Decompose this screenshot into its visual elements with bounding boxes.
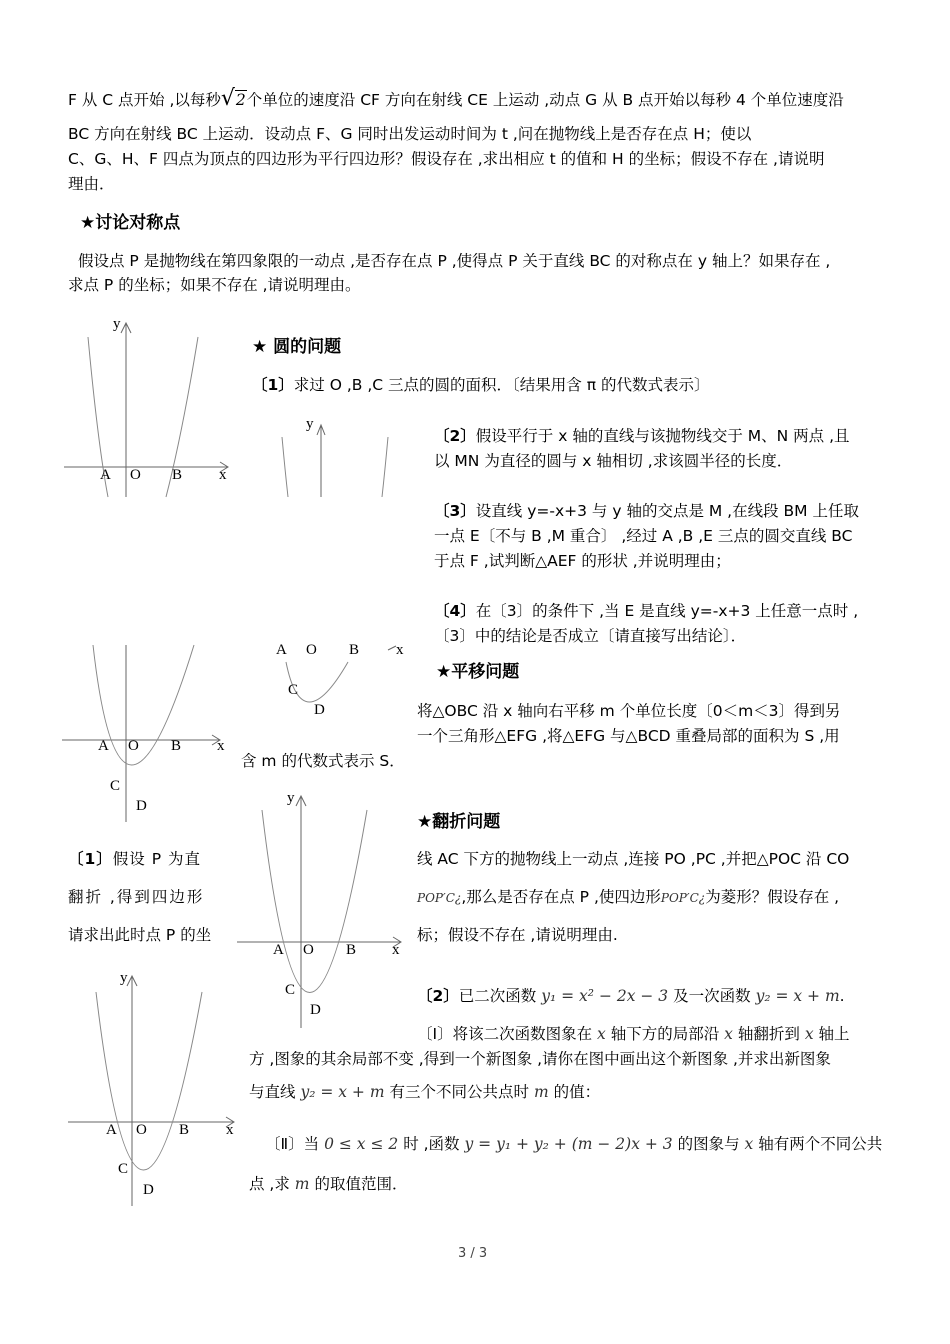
parabola: [262, 810, 367, 993]
circle-q2-line1: 〔2〕假设平行于 x 轴的直线与该抛物线交于 M、N 两点 ,且: [434, 427, 850, 445]
label-B: B: [172, 467, 183, 483]
graph-parabola-6: [66, 970, 246, 1210]
fold-heading: ★翻折问题: [417, 812, 501, 832]
parabola-right-branch: [382, 437, 388, 497]
para1-line3: C、G、H、F 四点为顶点的四边形为平行四边形？假设存在 ,求出相应 t 的值和 H 的坐标；假设不存在 ,请说明: [68, 150, 825, 168]
label-D-4: D: [314, 702, 325, 718]
circle-q4-line1: 〔4〕在〔3〕的条件下 ,当 E 是直线 y=-x+3 上任意一点时 ,: [434, 602, 859, 620]
label-B-6: B: [179, 1122, 190, 1138]
label-D-5: D: [310, 1002, 321, 1018]
circle-q2-line2: 以 MN 为直径的圆与 x 轴相切 ,求该圆半径的长度．: [434, 452, 793, 470]
label-x: x: [219, 467, 227, 483]
label-A-4: A: [276, 642, 287, 658]
translate-line3: 含 m 的代数式表示 S．: [241, 752, 405, 770]
sym-line2: 求点 P 的坐标；如果不存在 ,请说明理由。: [68, 276, 361, 294]
para1-line4: 理由．: [68, 175, 115, 193]
graph-parabola-3: [60, 640, 240, 825]
label-y-5: y: [287, 790, 295, 806]
circle-q3-line3: 于点 F ,试判断△AEF 的形状 ,并说明理由；: [434, 552, 731, 570]
label-C-6: C: [118, 1161, 129, 1177]
sqrt-two: √2: [220, 86, 246, 111]
para1-line1: F 从 C 点开始 ,以每秒√2个单位的速度沿 CF 方向在射线 CE 上运动 ,动点 G 从 B 点开始以每秒 4 个单位速度沿: [68, 86, 844, 111]
label-y-6: y: [120, 970, 128, 986]
label-O: O: [130, 467, 141, 483]
q2-line: 〔2〕已二次函数 y₁ = x² − 2x − 3 及一次函数 y₂ = x + m.: [417, 987, 845, 1005]
page-number: 3 / 3: [458, 1246, 488, 1261]
fold-left-line2: 翻折 ,得到四边形: [68, 888, 205, 906]
fold-right-line2: POP′C¿,那么是否存在点 P ,使四边形POP′C¿为菱形？假设存在 ,: [417, 888, 840, 906]
graph-parabola-1: [60, 315, 240, 500]
label-A-3: A: [98, 738, 109, 754]
circle-q4-line2: 〔3〕中的结论是否成立〔请直接写出结论〕．: [434, 627, 747, 645]
label-D-6: D: [143, 1182, 154, 1198]
label-O-5: O: [303, 942, 314, 958]
graph-parabola-4: [270, 640, 410, 720]
label-C-3: C: [110, 778, 121, 794]
para1-line2: BC 方向在射线 BC 上运动．设动点 F、G 同时出发运动时间为 t ,问在抛物线上是否存在点 H；使以: [68, 125, 752, 143]
fold-left-line3: 请求出此时点 P 的坐: [68, 926, 212, 944]
circle-q3-line1: 〔3〕设直线 y=-x+3 与 y 轴的交点是 M ,在线段 BM 上任取: [434, 502, 859, 520]
label-x-3: x: [217, 738, 225, 754]
parabola: [96, 992, 202, 1170]
q2-II-line1: 〔Ⅱ〕当 0 ≤ x ≤ 2 时 ,函数 y = y₁ + y₂ + (m − 2)x + 3 的图象与 x 轴有两个不同公共: [265, 1135, 883, 1153]
sym-heading: ★讨论对称点: [80, 213, 181, 233]
circle-q1: 〔1〕求过 O ,B ,C 三点的圆的面积．〔结果用含 π 的代数式表示〕: [252, 376, 710, 394]
graph-parabola-2: [276, 415, 406, 500]
fold-right-line3: 标；假设不存在 ,请说明理由.: [417, 926, 618, 944]
parabola-left-branch: [282, 437, 288, 497]
sym-line1: 假设点 P 是抛物线在第四象限的一动点 ,是否存在点 P ,使得点 P 关于直线 BC 的对称点在 y 轴上？如果存在 ,: [78, 252, 831, 270]
label-B-4: B: [349, 642, 360, 658]
q2-II-line2: 点 ,求 m 的取值范围．: [249, 1175, 408, 1193]
fold-right-line1: 线 AC 下方的抛物线上一动点 ,连接 PO ,PC ,并把△POC 沿 CO: [417, 850, 850, 868]
label-O-4: O: [306, 642, 317, 658]
translate-heading: ★平移问题: [436, 662, 520, 682]
circle-heading: ★ 圆的问题: [252, 337, 342, 357]
label-x-5: x: [392, 942, 400, 958]
label-x-4: x: [396, 642, 404, 658]
label-A: A: [100, 467, 111, 483]
label-O-3: O: [128, 738, 139, 754]
fold-left-line1: 〔1〕假设 P 为直: [68, 850, 201, 868]
q2-I-line1: 〔Ⅰ〕将该二次函数图象在 x 轴下方的局部沿 x 轴翻折到 x 轴上: [417, 1025, 850, 1043]
label-y-2: y: [306, 416, 314, 432]
graph-parabola-5: [235, 790, 415, 1030]
translate-line2: 一个三角形△EFG ,将△EFG 与△BCD 重叠局部的面积为 S ,用: [417, 727, 840, 745]
label-A-6: A: [106, 1122, 117, 1138]
label-A-5: A: [273, 942, 284, 958]
q2-I-line2: 方 ,图象的其余局部不变 ,得到一个新图象 ,请你在图中画出这个新图象 ,并求出新图象: [249, 1050, 831, 1068]
label-B-5: B: [346, 942, 357, 958]
x-axis-stub: [388, 646, 396, 650]
label-C-5: C: [285, 982, 296, 998]
label-x-6: x: [226, 1122, 234, 1138]
q2-I-line3: 与直线 y₂ = x + m 有三个不同公共点时 m 的值：: [249, 1083, 601, 1101]
label-y: y: [113, 316, 121, 332]
label-D-3: D: [136, 798, 147, 814]
label-O-6: O: [136, 1122, 147, 1138]
label-C-4: C: [288, 682, 299, 698]
circle-q3-line2: 一点 E〔不与 B ,M 重合〕 ,经过 A ,B ,E 三点的圆交直线 BC: [434, 527, 853, 545]
label-B-3: B: [171, 738, 182, 754]
translate-line1: 将△OBC 沿 x 轴向右平移 m 个单位长度〔0＜m＜3〕得到另: [417, 702, 841, 720]
